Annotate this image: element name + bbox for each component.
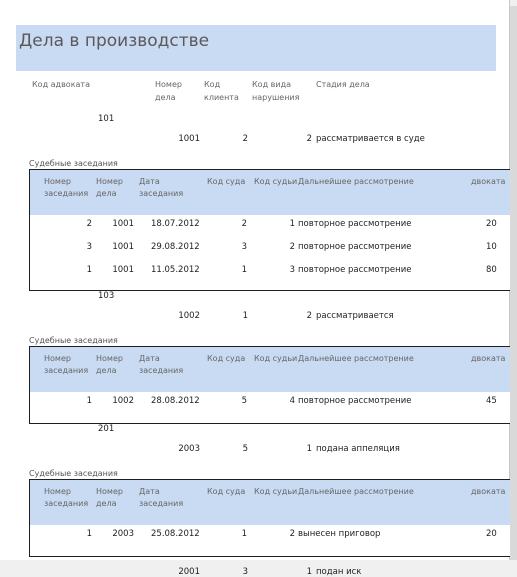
header-line: Код судьи (254, 177, 298, 186)
case-stage: подан иск (316, 567, 362, 577)
sessions-table (29, 169, 510, 291)
session-judge: 2 (289, 242, 295, 252)
session-lawyer: 10 (486, 242, 497, 252)
header-line: двоката (471, 354, 506, 363)
session-lawyer: 80 (486, 265, 497, 275)
session-case: 2003 (112, 529, 134, 539)
header-line: заседания (44, 499, 89, 508)
header-line: Номер (44, 487, 71, 496)
session-number: 1 (86, 529, 92, 539)
client-code: 2 (242, 134, 248, 144)
header-line: заседания (139, 189, 184, 198)
header-line: двоката (471, 177, 506, 186)
header-line: заседания (44, 366, 89, 375)
session-judge: 2 (289, 529, 295, 539)
header-line: заседания (44, 189, 89, 198)
session-date: 29.08.2012 (151, 242, 200, 252)
session-number: 3 (86, 242, 92, 252)
header-line: Дальнейшее рассмотрение (298, 177, 414, 186)
session-court-header (207, 486, 245, 498)
sessions-table (29, 479, 510, 557)
session-court-header (207, 176, 245, 188)
session-further: повторное рассмотрение (298, 219, 412, 229)
session-further-header (298, 176, 414, 188)
header-line: Номер (96, 487, 123, 496)
report-title: Дела в производстве (19, 31, 210, 51)
session-number-header (44, 176, 88, 200)
header-line: Код судьи (254, 487, 298, 496)
header-line: дела (96, 366, 117, 375)
session-case: 1001 (112, 265, 134, 275)
session-date-header (139, 176, 183, 200)
sessions-subtitle: Судебные заседания (29, 159, 118, 168)
header-line: Номер (96, 354, 123, 363)
session-number: 1 (86, 396, 92, 406)
session-number-header (44, 353, 88, 377)
header-line: Дата (139, 487, 160, 496)
header-violation-code: Код вида нарушения (252, 80, 300, 102)
session-court: 1 (241, 529, 247, 539)
lawyer-code: 101 (98, 114, 115, 124)
session-judge: 1 (289, 219, 295, 229)
session-date-header (139, 353, 183, 377)
session-case: 1001 (112, 242, 134, 252)
session-further: повторное рассмотрение (298, 265, 412, 275)
client-code: 5 (242, 444, 248, 454)
case-number: 1002 (178, 311, 200, 321)
session-judge: 4 (289, 396, 295, 406)
session-date: 11.05.2012 (151, 265, 200, 275)
session-court-header (207, 353, 245, 365)
header-case-number: Номер дела (155, 80, 182, 102)
case-number: 1001 (178, 134, 200, 144)
session-case-header (96, 353, 123, 377)
header-line: Номер (44, 177, 71, 186)
violation-code: 1 (306, 567, 312, 577)
session-lawyer-header (471, 176, 505, 188)
session-number: 2 (86, 219, 92, 229)
session-date-header (139, 486, 183, 510)
lawyer-code: 103 (98, 291, 115, 301)
lawyer-code: 201 (98, 424, 115, 434)
session-case: 1001 (112, 219, 134, 229)
session-lawyer: 20 (486, 219, 497, 229)
session-further: вынесен приговор (298, 529, 381, 539)
session-date: 28.08.2012 (151, 396, 200, 406)
violation-code: 1 (306, 444, 312, 454)
case-number: 2003 (178, 444, 200, 454)
session-case-header (96, 486, 123, 510)
session-lawyer: 45 (486, 396, 497, 406)
header-case-stage: Стадия дела (316, 80, 370, 89)
session-further: повторное рассмотрение (298, 242, 412, 252)
sessions-table (29, 346, 510, 424)
session-court: 2 (241, 219, 247, 229)
header-line: Номер (44, 354, 71, 363)
header-line: Код суда (207, 177, 246, 186)
page-shadow (510, 6, 517, 560)
header-client-code: Код клиента (204, 80, 239, 102)
session-further-header (298, 353, 414, 365)
header-line: двоката (471, 487, 506, 496)
sessions-subtitle: Судебные заседания (29, 469, 118, 478)
header-line: Дата (139, 177, 160, 186)
violation-code: 2 (306, 134, 312, 144)
session-further-header (298, 486, 414, 498)
header-line: дела (96, 189, 117, 198)
case-number: 2001 (178, 567, 200, 577)
case-stage: рассматривается (316, 311, 394, 321)
session-further: повторное рассмотрение (298, 396, 412, 406)
session-date: 18.07.2012 (151, 219, 200, 229)
session-judge-header (254, 353, 297, 365)
header-line: Дальнейшее рассмотрение (298, 487, 414, 496)
session-lawyer-header (471, 486, 505, 498)
session-case: 1002 (112, 396, 134, 406)
header-line: Дальнейшее рассмотрение (298, 354, 414, 363)
session-court: 1 (241, 265, 247, 275)
session-case-header (96, 176, 123, 200)
header-line: Код судьи (254, 354, 298, 363)
case-stage: подана аппеляция (316, 444, 400, 454)
session-lawyer: 20 (486, 529, 497, 539)
violation-code: 2 (306, 311, 312, 321)
header-lawyer-code: Код адвоката (32, 80, 90, 89)
session-judge-header (254, 176, 297, 188)
session-number-header (44, 486, 88, 510)
session-date: 25.08.2012 (151, 529, 200, 539)
session-judge-header (254, 486, 297, 498)
header-line: Номер (96, 177, 123, 186)
session-court: 5 (241, 396, 247, 406)
header-line: заседания (139, 366, 184, 375)
client-code: 3 (242, 567, 248, 577)
header-line: Код суда (207, 487, 246, 496)
session-judge: 3 (289, 265, 295, 275)
header-line: дела (96, 499, 117, 508)
session-number: 1 (86, 265, 92, 275)
header-line: Код суда (207, 354, 246, 363)
client-code: 1 (242, 311, 248, 321)
session-court: 3 (241, 242, 247, 252)
sessions-subtitle: Судебные заседания (29, 336, 118, 345)
header-line: Дата (139, 354, 160, 363)
session-lawyer-header (471, 353, 505, 365)
case-stage: рассматривается в суде (316, 134, 425, 144)
header-line: заседания (139, 499, 184, 508)
